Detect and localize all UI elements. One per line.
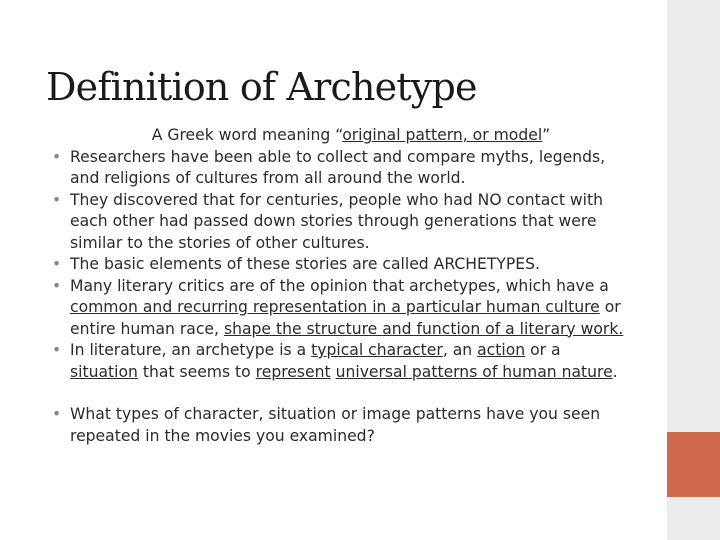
bullet-marker: • [52, 255, 62, 273]
subtitle-prefix: A Greek word meaning “ [151, 126, 343, 144]
bullet-text: The basic elements of these stories are called ARCHETYPES. [70, 255, 541, 273]
underlined-phrase: common and recurring representation in a particular human culture [70, 298, 600, 316]
bullet-text: What types of character, situation or image patterns have you seen repeated in the movies you examined? [70, 405, 601, 445]
underlined-phrase: universal patterns of human nature [335, 362, 613, 381]
underlined-phrase: shape the structure and function of a literary work. [223, 319, 624, 338]
underlined-phrase: represent [255, 362, 331, 381]
bullet-text: They discovered that for centuries, people who had NO contact with each other had passed down stories through generations that were similar to the stories of other cultures. [70, 190, 603, 252]
bullet-marker: • [52, 276, 62, 295]
bullet-marker: • [52, 147, 62, 166]
sidebar-accent-block [667, 432, 720, 497]
slide-title: Definition of Archetype [46, 65, 477, 110]
bullet-marker: • [52, 341, 62, 359]
bullet-text: In literature, an archetype is a [70, 341, 312, 359]
bullet-item [52, 404, 632, 447]
bullet-item [52, 147, 632, 190]
bullet-list [52, 147, 632, 448]
slide-body [52, 125, 632, 447]
bullet-item [52, 340, 632, 383]
bullet-item [52, 254, 632, 276]
bullet-text: that seems to [137, 362, 256, 381]
bullet-text: , an [442, 341, 478, 359]
underlined-phrase: typical character [311, 341, 443, 359]
bullet-marker: • [52, 190, 62, 209]
underlined-phrase: action [477, 341, 526, 359]
bullet-text: or entire human race, [70, 298, 621, 338]
bullet-item [52, 276, 632, 341]
subtitle-underlined: original pattern, or model [342, 126, 543, 144]
bullet-marker: • [52, 405, 62, 423]
bullet-text: or a [525, 341, 561, 359]
slide-sidebar [667, 0, 720, 540]
slide-subtitle [52, 125, 632, 147]
subtitle-suffix: ” [542, 126, 551, 144]
bullet-item [52, 190, 632, 255]
bullet-text: Many literary critics are of the opinion that archetypes, which have a [70, 276, 609, 295]
bullet-text: Researchers have been able to collect and compare myths, legends, and religions of cultures from all around the world. [70, 147, 606, 187]
underlined-phrase: situation [70, 362, 138, 381]
bullet-text: . [612, 362, 618, 381]
